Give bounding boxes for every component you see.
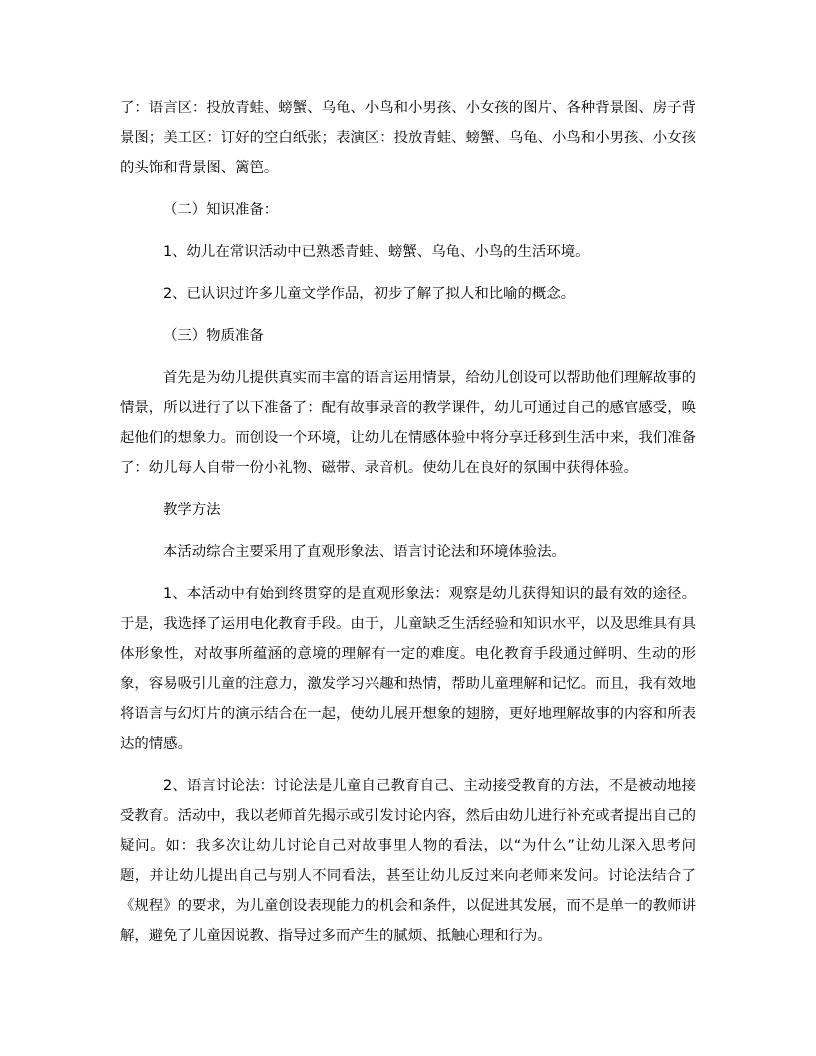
heading-teaching-methods: 教学方法	[163, 502, 221, 518]
paragraph-knowledge-item-1: 1、幼儿在常识活动中已熟悉青蛙、螃蟹、乌龟、小鸟的生活环境。	[163, 244, 590, 260]
paragraph-knowledge-item-2: 2、已认识过许多儿童文学作品，初步了解了拟人和比喻的概念。	[163, 286, 576, 302]
document-body	[120, 93, 696, 963]
paragraph-method-1: 1、本活动中有始到终贯穿的是直观形象法：观察是幼儿获得知识的最有效的途径。于是，我选择了运用电化教育手段。由于，儿童缺乏生活经验和知识水平，以及思维具有具体形象性，对故事所蕴涵的意境的理解有一定的难度。电化教育手段通过鲜明、生动的形象，容易吸引儿童的注意力，激发学习兴趣和热情，帮助儿童理解和记忆。而且，我有效地将语言与幻灯片的演示结合在一起，使幼儿展开想象的翅膀，更好地理解故事的内容和所表达的情感。	[120, 586, 696, 752]
paragraph-material-prep: 首先是为幼儿提供真实而丰富的语言运用情景，给幼儿创设可以帮助他们理解故事的情景，所以进行了以下准备了：配有故事录音的教学课件，幼儿可通过自己的感官感受，唤起他们的想象力。而创设一个环境，让幼儿在情感体验中将分享迁移到生活中来，我们准备了：幼儿每人自带一份小礼物、磁带、录音机。使幼儿在良好的氛围中获得体验。	[120, 370, 696, 476]
paragraph-material-areas: 了：语言区：投放青蛙、螃蟹、乌龟、小鸟和小男孩、小女孩的图片、各种背景图、房子背景图；美工区：订好的空白纸张；表演区：投放青蛙、螃蟹、乌龟、小鸟和小男孩、小女孩的头饰和背景图、篱笆。	[120, 100, 696, 176]
paragraph-method-2: 2、语言讨论法：讨论法是儿童自己教育自己、主动接受教育的方法，不是被动地接受教育。活动中，我以老师首先揭示或引发讨论内容，然后由幼儿进行补充或者提出自己的疑问。如：我多次让幼儿讨论自己对故事里人物的看法，以“为什么”让幼儿深入思考问题，并让幼儿提出自己与别人不同看法，甚至让幼儿反过来向老师来发问。讨论法结合了《规程》的要求，为儿童创设表现能力的机会和条件，以促进其发展，而不是单一的教师讲解，避免了儿童因说教、指导过多而产生的腻烦、抵触心理和行为。	[120, 778, 696, 944]
heading-knowledge-prep: （二）知识准备：	[163, 202, 279, 218]
heading-material-prep: （三）物质准备	[163, 328, 264, 344]
paragraph-methods-summary: 本活动综合主要采用了直观形象法、语言讨论法和环境体验法。	[163, 544, 566, 560]
